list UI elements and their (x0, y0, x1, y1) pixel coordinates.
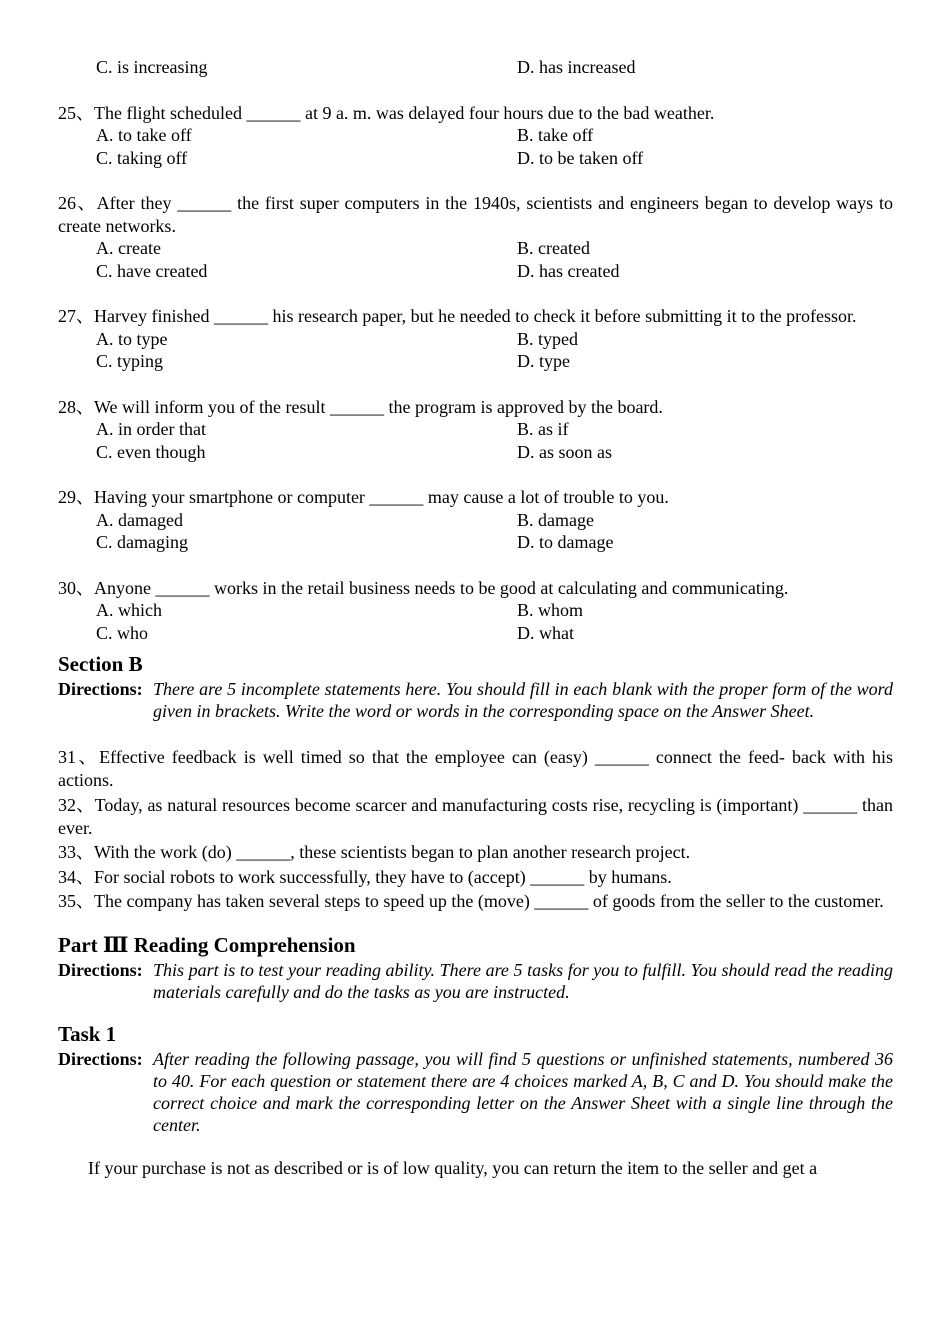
option-b: B. typed (517, 328, 578, 349)
task1-directions (58, 1048, 893, 1136)
option-a: A. create (96, 238, 161, 258)
option-a: A. which (96, 600, 162, 620)
option-d: D. what (517, 622, 574, 643)
question-27 (58, 305, 893, 373)
option-a: A. to take off (96, 125, 192, 145)
question-stem: 26、After they ______ the first super computers in the 1940s, scientists and engineers began to develop ways to create networks. (58, 193, 893, 236)
option-d: D. as soon as (517, 441, 612, 462)
option-c: C. typing (96, 351, 164, 371)
directions-label: Directions: (58, 1049, 143, 1069)
question-stem: 25、The flight scheduled ______ at 9 a. m. was delayed four hours due to the bad weather. (58, 102, 715, 123)
question-26 (58, 192, 893, 282)
directions-text: After reading the following passage, you will find 5 questions or unfinished statements, numbered 36 to 40. For each question or statement there are 4 choices marked A, B, C and D. You should make the correct choice and mark the corresponding letter on the Answer Sheet with a single line through the center. (153, 1049, 893, 1135)
option-b: B. take off (517, 125, 594, 145)
option-d: D. type (517, 351, 570, 371)
directions-text: This part is to test your reading ability. There are 5 tasks for you to fulfill. You should read the reading materials carefully and do the tasks as you are instructed. (153, 960, 893, 1002)
directions-text: There are 5 incomplete statements here. You should fill in each blank with the proper form of the word given in brackets. Write the word or words in the corresponding space on the Answer Sheet. (153, 679, 893, 721)
option-d: D. to be taken off (517, 147, 644, 168)
option-c: C. have created (96, 260, 208, 281)
option-b: B. damage (517, 509, 594, 530)
directions-label: Directions: (58, 679, 143, 699)
option-c: C. taking off (96, 147, 188, 168)
question-25 (58, 102, 893, 170)
question-stem: 30、Anyone ______ works in the retail business needs to be good at calculating and communicating. (58, 577, 789, 598)
q24-options (58, 56, 893, 79)
option-c: C. even though (96, 441, 206, 462)
fill-item-32: 32、Today, as natural resources become scarcer and manufacturing costs rise, recycling is (important) ______ than ever. (58, 794, 893, 838)
question-stem: 27、Harvey finished ______ his research paper, but he needed to check it before submitting it to the professor. (58, 306, 857, 326)
fill-item-35: 35、The company has taken several steps to speed up the (move) ______ of goods from the seller to the customer. (58, 891, 884, 911)
section-b-heading: Section B (58, 652, 143, 676)
option-d: D. to damage (517, 532, 614, 552)
fill-item-31: 31、Effective feedback is well timed so that the employee can (easy) ______ connect the feed- back with his actions. (58, 747, 893, 790)
option-d: D. has created (517, 260, 620, 281)
option-b: B. as if (517, 419, 569, 439)
option-b: B. whom (517, 600, 584, 620)
fill-item-34: 34、For social robots to work successfully, they have to (accept) ______ by humans. (58, 866, 672, 887)
option-a: A. to type (96, 328, 168, 349)
section-b-directions (58, 678, 893, 722)
question-stem: 29、Having your smartphone or computer ______ may cause a lot of trouble to you. (58, 487, 669, 507)
task1-heading: Task 1 (58, 1022, 117, 1046)
exam-page (58, 56, 893, 1180)
directions-label: Directions: (58, 960, 143, 980)
question-stem: 28、We will inform you of the result ______ the program is approved by the board. (58, 396, 663, 417)
q24-option-d: D. has increased (517, 57, 636, 77)
option-b: B. created (517, 238, 590, 258)
q24-option-c: C. is increasing (96, 57, 208, 77)
option-a: A. in order that (96, 419, 206, 439)
part3-directions (58, 959, 893, 1003)
fill-item-33: 33、With the work (do) ______, these scientists began to plan another research project. (58, 842, 691, 862)
question-30 (58, 577, 893, 645)
question-29 (58, 486, 893, 554)
passage-paragraph: If your purchase is not as described or is of low quality, you can return the item to the seller and get a (88, 1158, 818, 1178)
part3-heading: Part Ⅲ Reading Comprehension (58, 933, 356, 957)
option-c: C. damaging (96, 532, 188, 552)
option-c: C. who (96, 622, 149, 643)
question-28 (58, 396, 893, 464)
option-a: A. damaged (96, 509, 183, 530)
